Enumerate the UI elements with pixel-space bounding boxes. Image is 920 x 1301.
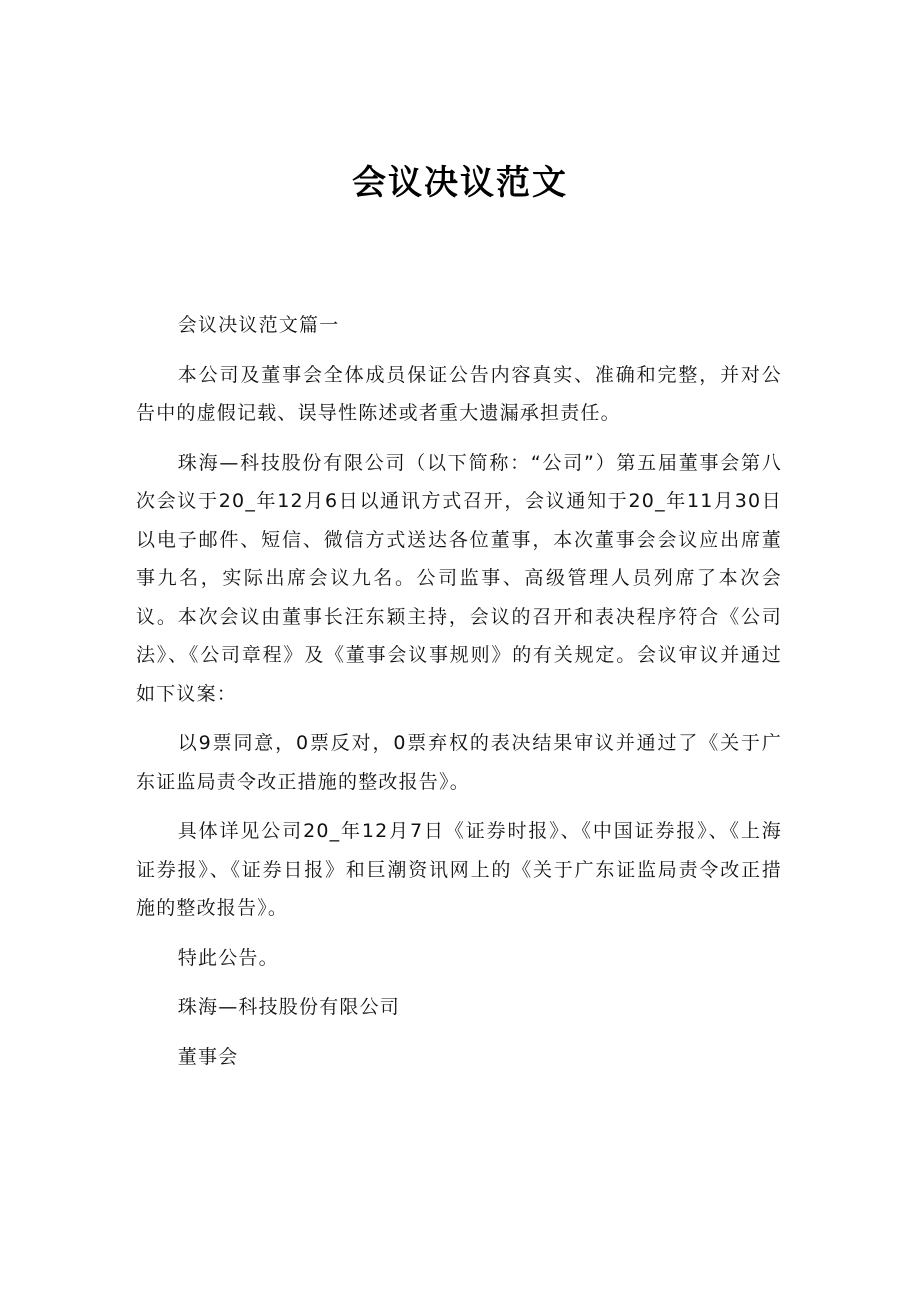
section-heading: 会议决议范文篇一 xyxy=(177,314,340,336)
board-signature: 董事会 xyxy=(177,1045,239,1068)
company-signature: 珠海—科技股份有限公司 xyxy=(177,996,400,1018)
document-body xyxy=(136,306,782,1087)
announcement-line: 特此公告。 xyxy=(177,946,279,969)
meeting-details-paragraph: 珠海—科技股份有限公司（以下简称：“公司”）第五届董事会第八次会议于20_年12月6日以通讯方式召开，会议通知于20_年11月30日以电子邮件、短信、微信方式送达各位董事，本次董事会会议应出席董事九名，实际出席会议九名。公司监事、高级管理人员列席了本次会议。本次会议由董事长汪东颖主持，会议的召开和表决程序符合《公司法》、《公司章程》及《董事会议事规则》的有关规定。会议审议并通过如下议案： xyxy=(136,451,782,705)
document-title: 会议决议范文 xyxy=(352,163,568,203)
disclaimer-paragraph: 本公司及董事会全体成员保证公告内容真实、准确和完整，并对公告中的虚假记载、误导性陈述或者重大遗漏承担责任。 xyxy=(136,363,782,424)
resolution-paragraph: 以9票同意，0票反对，0票弃权的表决结果审议并通过了《关于广东证监局责令改正措施的整改报告》。 xyxy=(136,732,782,793)
reference-paragraph: 具体详见公司20_年12月7日《证券时报》、《中国证券报》、《上海证券报》、《证券日报》和巨潮资讯网上的《关于广东证监局责令改正措施的整改报告》。 xyxy=(136,820,782,919)
